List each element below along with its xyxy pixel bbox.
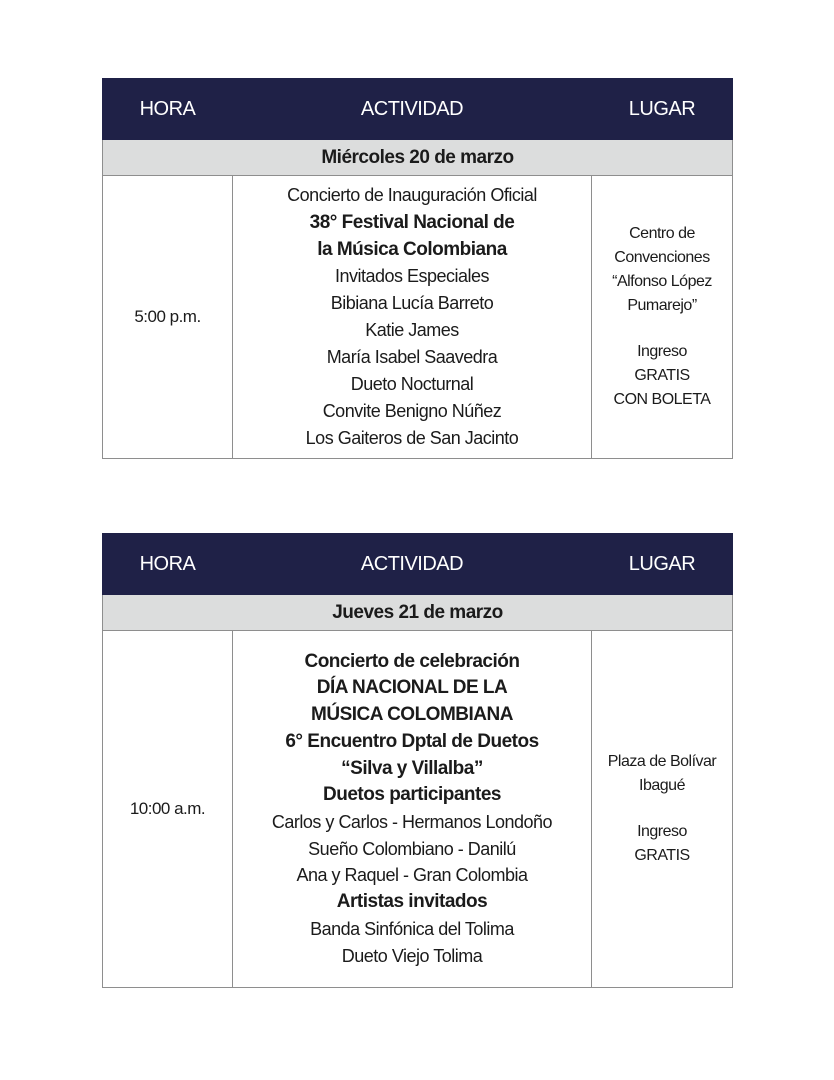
venue-line: Plaza de Bolívar	[607, 753, 717, 770]
venue-line: Pumarejo”	[627, 297, 697, 314]
event-row	[103, 176, 733, 459]
venue-line: Ingreso	[637, 823, 687, 840]
header-lugar: LUGAR	[592, 79, 733, 140]
activity-lines	[233, 643, 591, 975]
venue-line: Ingreso	[637, 343, 687, 360]
header-hora: HORA	[103, 534, 233, 595]
venue-spacer	[592, 318, 732, 340]
activity-line: Concierto de Inauguración Oficial	[287, 185, 537, 205]
event-row	[103, 631, 733, 988]
header-lugar: LUGAR	[592, 534, 733, 595]
schedule-table-jueves	[102, 533, 733, 988]
header-row	[103, 79, 733, 140]
activity-line: María Isabel Saavedra	[326, 347, 498, 367]
venue-line: Centro de	[629, 225, 695, 242]
activity-line: Katie James	[365, 320, 459, 340]
venue-line: Ibagué	[639, 777, 685, 794]
activity-line: Dueto Viejo Tolima	[341, 945, 483, 966]
day-row	[103, 595, 733, 631]
header-hora: HORA	[103, 79, 233, 140]
activity-line: 6° Encuentro Dptal de Duetos	[285, 730, 539, 752]
venue-line: “Alfonso López	[612, 273, 712, 290]
activity-line: Carlos y Carlos - Hermanos Londoño	[271, 812, 553, 832]
activity-line: la Música Colombiana	[317, 239, 507, 260]
activity-line: DÍA NACIONAL DE LA	[316, 677, 508, 699]
activity-line: Convite Benigno Núñez	[322, 401, 502, 421]
venue-line: GRATIS	[634, 367, 690, 384]
header-row	[103, 534, 733, 595]
venue-line: Convenciones	[614, 249, 710, 266]
header-actividad: ACTIVIDAD	[233, 79, 592, 140]
activity-line: Banda Sinfónica del Tolima	[310, 918, 514, 939]
activity-line: Los Gaiteros de San Jacinto	[305, 428, 519, 448]
venue-spacer	[592, 798, 732, 820]
venue-entry	[592, 820, 732, 868]
activity-line: Ana y Raquel - Gran Colombia	[296, 865, 528, 886]
venue-place	[592, 750, 732, 798]
activity-line: Artistas invitados	[336, 891, 488, 913]
event-venue-cell	[592, 631, 733, 988]
venue-entry	[592, 340, 732, 412]
schedule-table-miercoles	[102, 78, 733, 459]
venue-line: CON BOLETA	[613, 391, 711, 408]
activity-line: Duetos participantes	[323, 784, 501, 806]
event-time: 5:00 p.m.	[103, 176, 233, 459]
event-venue-cell	[592, 176, 733, 459]
activity-line: Dueto Nocturnal	[350, 374, 474, 394]
event-activity-cell	[233, 176, 592, 459]
event-activity-cell	[233, 631, 592, 988]
activity-line: Concierto de celebración	[304, 650, 520, 672]
header-actividad: ACTIVIDAD	[233, 534, 592, 595]
event-time: 10:00 a.m.	[103, 631, 233, 988]
activity-line: Bibiana Lucía Barreto	[330, 293, 494, 313]
activity-line: “Silva y Villalba”	[341, 757, 483, 779]
venue-line: GRATIS	[634, 847, 690, 864]
day-row	[103, 140, 733, 176]
activity-lines	[233, 176, 591, 458]
activity-line: Invitados Especiales	[334, 266, 490, 286]
day-label: Miércoles 20 de marzo	[103, 140, 733, 176]
activity-line: MÚSICA COLOMBIANA	[311, 704, 513, 726]
activity-line: 38° Festival Nacional de	[309, 212, 515, 233]
day-label: Jueves 21 de marzo	[103, 595, 733, 631]
venue-place	[592, 222, 732, 318]
activity-line: Sueño Colombiano - Danilú	[308, 838, 516, 859]
